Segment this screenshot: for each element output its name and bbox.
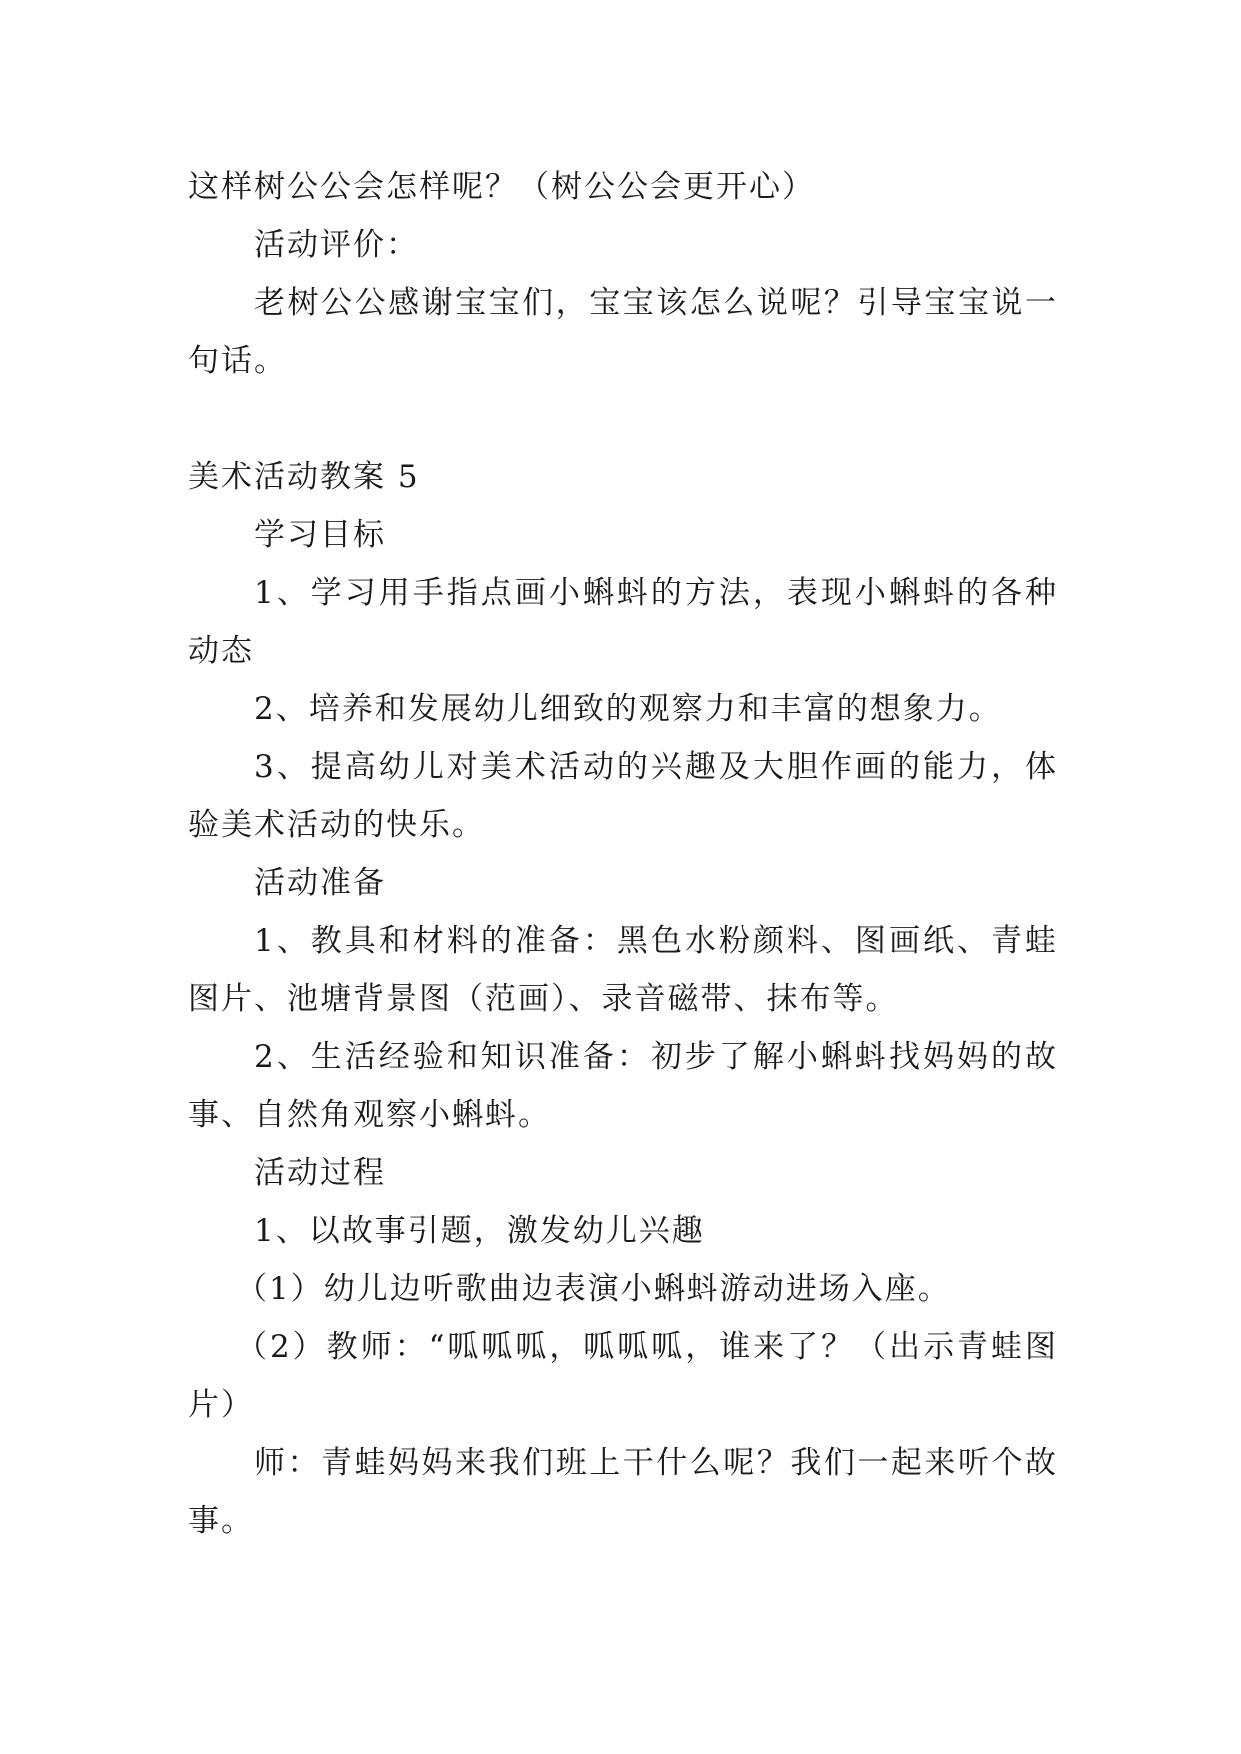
prep-item-1: 1、教具和材料的准备：黑色水粉颜料、图画纸、青蛙图片、池塘背景图（范画）、录音磁带、抹布等。 <box>188 923 1058 1017</box>
goal-item-3: 3、提高幼儿对美术活动的兴趣及大胆作画的能力，体验美术活动的快乐。 <box>188 749 1058 843</box>
paragraph-tree-question: 这样树公公会怎样呢？（树公公会更开心） <box>188 169 815 205</box>
goal-item-2: 2、培养和发展幼儿细致的观察力和丰富的想象力。 <box>254 691 1002 727</box>
heading-activity-process: 活动过程 <box>254 1155 386 1191</box>
process-subitem-1: （1）幼儿边听歌曲边表演小蝌蚪游动进场入座。 <box>236 1271 951 1307</box>
process-subitem-2: （2）教师：“呱呱呱，呱呱呱，谁来了？（出示青蛙图片） <box>188 1329 1058 1423</box>
paragraph-thanks: 老树公公感谢宝宝们，宝宝该怎么说呢？引导宝宝说一句话。 <box>188 285 1058 379</box>
paragraph-activity-evaluation: 活动评价： <box>254 227 419 263</box>
heading-learning-goals: 学习目标 <box>254 517 386 553</box>
prep-item-2: 2、生活经验和知识准备：初步了解小蝌蚪找妈妈的故事、自然角观察小蝌蚪。 <box>188 1039 1058 1133</box>
section-title: 美术活动教案 5 <box>188 459 420 495</box>
goal-item-1: 1、学习用手指点画小蝌蚪的方法，表现小蝌蚪的各种动态 <box>188 575 1058 669</box>
paragraph-teacher-question: 师：青蛙妈妈来我们班上干什么呢？我们一起来听个故事。 <box>188 1445 1058 1539</box>
process-item-1: 1、以故事引题，激发幼儿兴趣 <box>254 1213 705 1249</box>
heading-activity-prep: 活动准备 <box>254 865 386 901</box>
document-body <box>188 158 1058 1550</box>
